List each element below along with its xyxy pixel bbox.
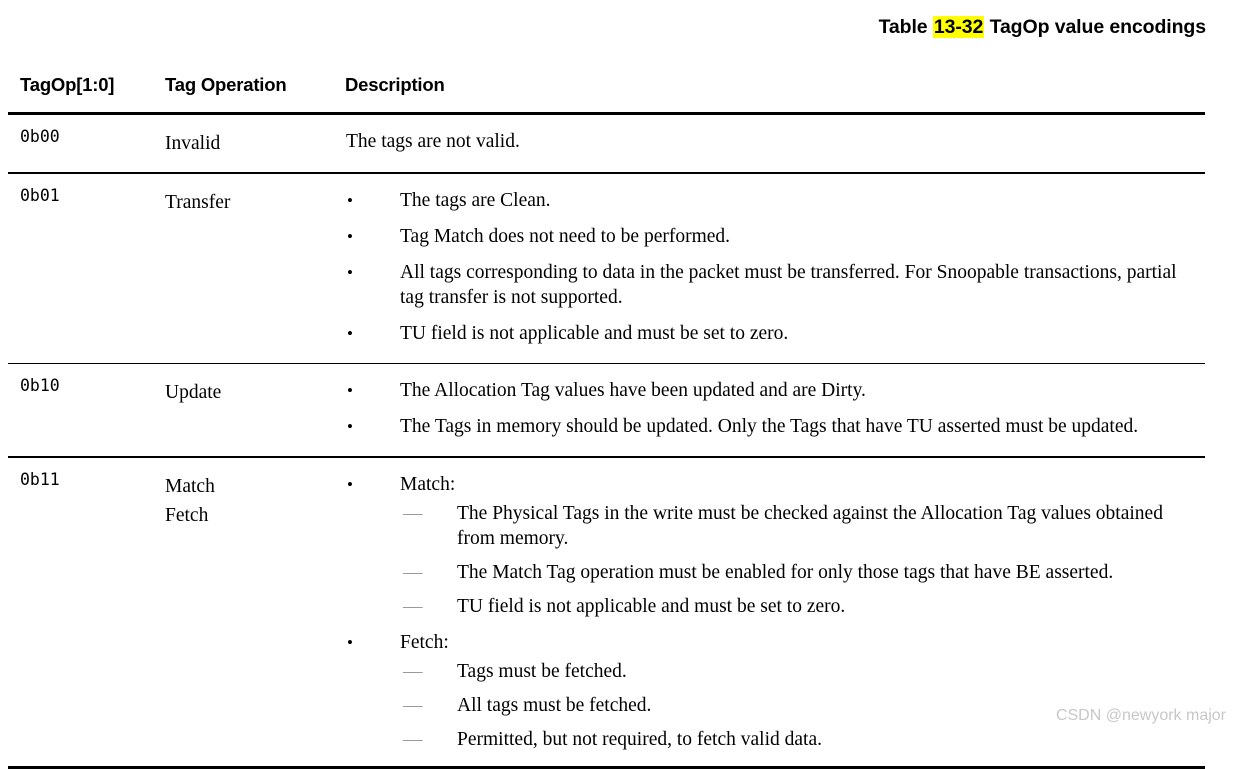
sub-list-item-text: Permitted, but not required, to fetch valid data.: [457, 728, 822, 750]
sub-list: [400, 501, 1200, 619]
table-bottom-rule: [8, 766, 1205, 769]
sub-list-item-text: Tags must be fetched.: [457, 660, 627, 682]
cell-tagop-code: 0b01: [20, 185, 60, 205]
em-dash-icon: —: [403, 561, 423, 583]
watermark: CSDN @newyork major: [1055, 707, 1226, 724]
tag-operation-line-match: Match: [165, 475, 215, 497]
tag-operation-line-fetch: Fetch: [165, 504, 209, 526]
cell-description: [345, 378, 1205, 439]
table-caption: [879, 16, 1206, 39]
sub-list-item: [400, 659, 1200, 684]
cell-tagop-code: 0b00: [20, 127, 60, 146]
table-row: [8, 174, 1205, 363]
caption-prefix: Table: [878, 16, 928, 38]
cell-tagop-code: 0b10: [20, 376, 60, 395]
group-label: Match:: [400, 473, 456, 495]
bullet-icon: •: [347, 190, 353, 210]
sub-list-item: [400, 560, 1200, 585]
cell-description: [345, 129, 1205, 154]
list-item: [345, 321, 1200, 346]
bullet-list: [345, 188, 1205, 346]
sub-list-item: [400, 727, 1200, 752]
cell-tag-operation: Invalid: [165, 133, 221, 154]
em-dash-icon: —: [403, 728, 423, 750]
table-row: [8, 115, 1205, 172]
bullet-list: [345, 378, 1205, 439]
em-dash-icon: —: [403, 660, 423, 682]
list-item-text: TU field is not applicable and must be set to zero.: [400, 322, 789, 344]
bullet-icon: •: [347, 262, 353, 282]
bullet-icon: •: [347, 474, 353, 494]
caption-suffix: TagOp value encodings: [989, 16, 1206, 38]
table-header-row: [8, 57, 1205, 112]
bullet-icon: •: [347, 226, 353, 246]
list-item-text: The tags are Clean.: [400, 189, 551, 211]
description-text: The tags are not valid.: [346, 131, 520, 152]
header-cell-tag-operation: Tag Operation: [165, 73, 287, 95]
em-dash-icon: —: [403, 595, 423, 617]
bullet-icon: •: [347, 323, 353, 343]
em-dash-icon: —: [403, 694, 423, 716]
sub-list-item: [400, 501, 1200, 551]
table-row: [8, 458, 1205, 766]
list-item: [345, 188, 1200, 213]
list-item-text: The Tags in memory should be updated. Only the Tags that have TU asserted must be updated.: [400, 416, 1139, 437]
sub-list-item-text: All tags must be fetched.: [457, 694, 652, 716]
list-item: [345, 378, 1200, 403]
header-cell-description: Description: [345, 73, 445, 95]
bullet-icon: •: [347, 632, 353, 652]
caption-number-highlight: 13-32: [933, 16, 984, 38]
sub-list-item: [400, 594, 1200, 619]
cell-tagop-code: 0b11: [20, 469, 60, 489]
cell-tag-operation: [165, 472, 345, 530]
group-label: Fetch:: [400, 631, 449, 653]
list-item: [345, 414, 1200, 439]
tagop-encodings-table: [8, 57, 1205, 769]
list-item-text: The Allocation Tag values have been updated and are Dirty.: [400, 380, 866, 401]
sub-list-item-text: The Physical Tags in the write must be checked against the Allocation Tag values obtained from memory.: [457, 502, 1163, 549]
sub-list-item-text: The Match Tag operation must be enabled for only those tags that have BE asserted.: [457, 561, 1114, 583]
list-item: [345, 224, 1200, 249]
list-item: [345, 630, 1200, 752]
em-dash-icon: —: [403, 502, 423, 524]
header-cell-tagop: TagOp[1:0]: [20, 73, 115, 95]
table-row: [8, 364, 1205, 456]
sub-list: [400, 659, 1200, 752]
list-item: [345, 260, 1200, 310]
cell-description: [345, 188, 1205, 346]
sub-list-item-text: TU field is not applicable and must be set to zero.: [457, 595, 846, 617]
cell-tag-operation: Update: [165, 382, 222, 403]
list-item: [345, 472, 1200, 619]
bullet-icon: •: [347, 381, 353, 400]
bullet-icon: •: [347, 417, 353, 436]
list-item-text: All tags corresponding to data in the packet must be transferred. For Snoopable transactions, partial tag transfer is not supported.: [400, 261, 1177, 308]
list-item-text: Tag Match does not need to be performed.: [400, 225, 731, 247]
cell-tag-operation: Transfer: [165, 191, 231, 213]
